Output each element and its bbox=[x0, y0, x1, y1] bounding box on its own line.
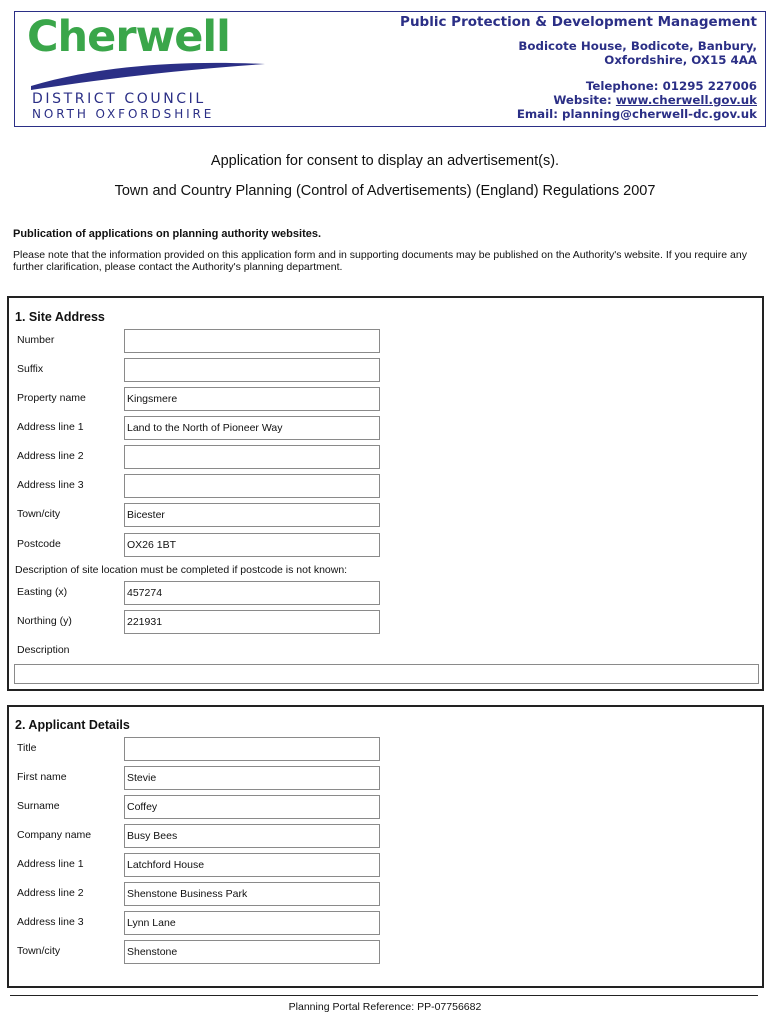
field-label: First name bbox=[17, 771, 67, 783]
field-label: Suffix bbox=[17, 363, 44, 375]
applicant-first-name-field[interactable]: Stevie bbox=[124, 766, 380, 790]
northing-field[interactable]: 221931 bbox=[124, 610, 380, 634]
telephone-line bbox=[400, 79, 757, 93]
field-label: Surname bbox=[17, 800, 60, 812]
applicant-address-line1-field[interactable]: Latchford House bbox=[124, 853, 380, 877]
applicant-details-section bbox=[7, 705, 764, 988]
site-postcode-field[interactable]: OX26 1BT bbox=[124, 533, 380, 557]
site-property-name-field[interactable]: Kingsmere bbox=[124, 387, 380, 411]
publication-heading: Publication of applications on planning authority websites. bbox=[13, 228, 322, 240]
website-link[interactable]: www.cherwell.gov.uk bbox=[615, 93, 757, 107]
location-note: Description of site location must be completed if postcode is not known: bbox=[15, 564, 348, 576]
email-address[interactable]: planning@cherwell-dc.gov.uk bbox=[562, 107, 757, 121]
field-label: Postcode bbox=[17, 538, 61, 550]
easting-field[interactable]: 457274 bbox=[124, 581, 380, 605]
website-label: Website: bbox=[553, 93, 612, 107]
logo-north-oxfordshire: NORTH OXFORDSHIRE bbox=[32, 107, 215, 121]
publication-notice: Please note that the information provided on this application form and in supporting documents may be published on the Authority's website. If you require any further clarification, please contact the Authority's planning department. bbox=[13, 249, 747, 273]
telephone-label: Telephone: bbox=[585, 79, 659, 93]
field-label: Address line 1 bbox=[17, 858, 84, 870]
site-town-field[interactable]: Bicester bbox=[124, 503, 380, 527]
applicant-town-field[interactable]: Shenstone bbox=[124, 940, 380, 964]
northing-label: Northing (y) bbox=[17, 615, 72, 627]
council-header bbox=[14, 11, 766, 127]
section-title: 2. Applicant Details bbox=[15, 718, 130, 732]
field-label: Address line 2 bbox=[17, 450, 84, 462]
form-title: Application for consent to display an advertisement(s). bbox=[210, 153, 560, 169]
planning-portal-reference: Planning Portal Reference: PP-07756682 bbox=[288, 1001, 482, 1013]
site-address-section bbox=[7, 296, 764, 691]
council-address-line1: Bodicote House, Bodicote, Banbury, bbox=[518, 39, 757, 53]
email-label: Email: bbox=[516, 107, 558, 121]
form-regulation: Town and Country Planning (Control of Advertisements) (England) Regulations 2007 bbox=[114, 183, 656, 199]
council-logo-wordmark: Cherwell bbox=[27, 12, 230, 62]
council-contact-info bbox=[400, 15, 757, 121]
site-address-line3-field[interactable] bbox=[124, 474, 380, 498]
field-label: Town/city bbox=[17, 508, 61, 520]
site-address-line2-field[interactable] bbox=[124, 445, 380, 469]
council-address-line2: Oxfordshire, OX15 4AA bbox=[604, 53, 757, 67]
applicant-address-line3-field[interactable]: Lynn Lane bbox=[124, 911, 380, 935]
applicant-company-field[interactable]: Busy Bees bbox=[124, 824, 380, 848]
website-line bbox=[400, 93, 757, 107]
easting-label: Easting (x) bbox=[17, 586, 68, 598]
applicant-title-field[interactable] bbox=[124, 737, 380, 761]
footer-divider bbox=[10, 995, 758, 996]
field-label: Title bbox=[17, 742, 37, 754]
description-field[interactable] bbox=[14, 664, 759, 684]
site-number-field[interactable] bbox=[124, 329, 380, 353]
field-label: Town/city bbox=[17, 945, 61, 957]
site-suffix-field[interactable] bbox=[124, 358, 380, 382]
applicant-address-line2-field[interactable]: Shenstone Business Park bbox=[124, 882, 380, 906]
telephone-number: 01295 227006 bbox=[662, 79, 757, 93]
department-name: Public Protection & Development Management bbox=[400, 14, 757, 30]
field-label: Company name bbox=[17, 829, 92, 841]
description-label: Description bbox=[17, 644, 70, 656]
applicant-surname-field[interactable]: Coffey bbox=[124, 795, 380, 819]
field-label: Address line 2 bbox=[17, 887, 84, 899]
section-title: 1. Site Address bbox=[15, 310, 105, 324]
field-label: Property name bbox=[17, 392, 86, 404]
logo-district-council: DISTRICT COUNCIL bbox=[32, 91, 206, 107]
field-label: Address line 3 bbox=[17, 479, 84, 491]
field-label: Address line 3 bbox=[17, 916, 84, 928]
field-label: Address line 1 bbox=[17, 421, 84, 433]
field-label: Number bbox=[17, 334, 55, 346]
logo-swoosh-icon bbox=[29, 56, 269, 90]
site-address-line1-field[interactable]: Land to the North of Pioneer Way bbox=[124, 416, 380, 440]
email-line bbox=[400, 107, 757, 121]
